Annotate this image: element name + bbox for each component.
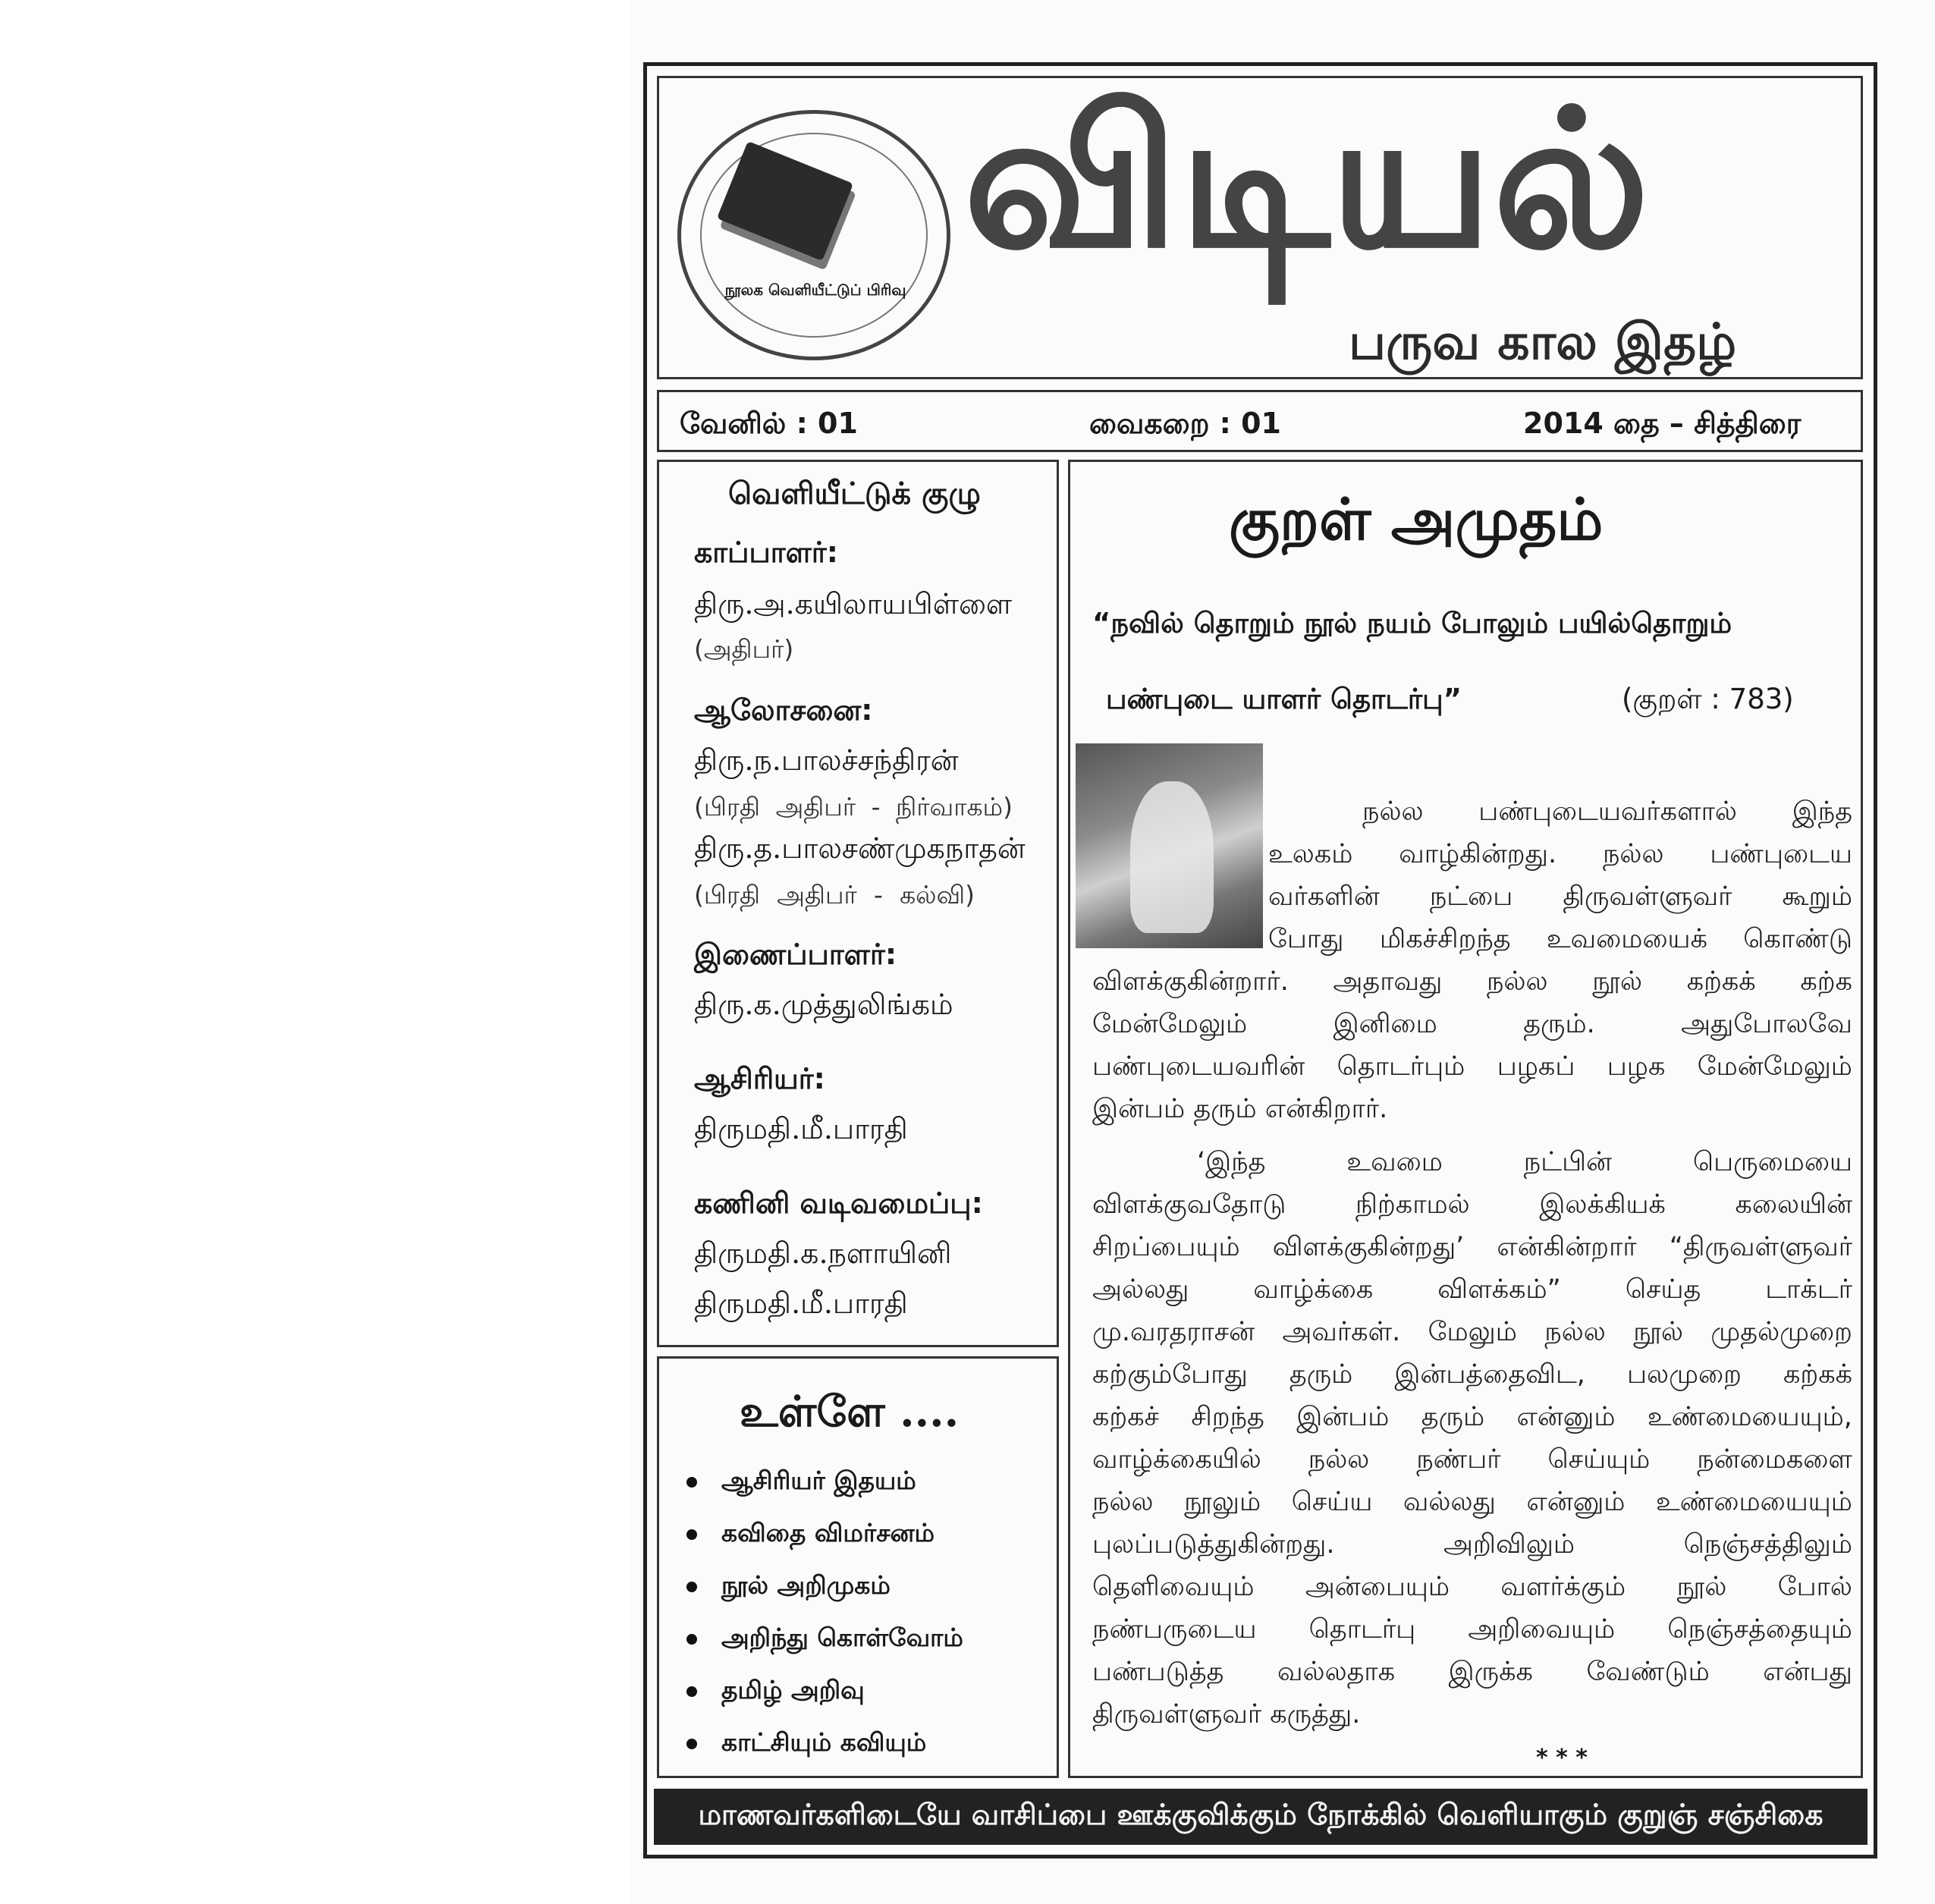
designer2-name: திருமதி.மீ.பாரதி [694, 1287, 908, 1320]
bullet-icon [686, 1739, 697, 1749]
magazine-subtitle: பருவ கால இதழ் [1349, 313, 1737, 371]
issue-number: வைகறை : 01 [1089, 407, 1281, 440]
kural-line-1: “நவில் தொறும் நூல் நயம் போலும் பயில்தொறும் [1092, 607, 1732, 639]
toc-item: நூல் அறிமுகம் [686, 1570, 891, 1604]
advice-label: ஆலோசனை: [694, 693, 873, 727]
article-line: இன்பம் தரும் என்கிறார். [1092, 1094, 1388, 1124]
patron-name: திரு.அ.கயிலாயபிள்ளை [694, 587, 1013, 621]
article-line: உலகம் வாழ்கின்றது. நல்ல பண்புடைய [1268, 839, 1852, 869]
kural-reference: (குறள் : 783) [1622, 683, 1794, 715]
patron-role: (அதிபர்) [694, 634, 794, 664]
designer1-name: திருமதி.க.நளாயினி [694, 1236, 952, 1270]
article-line: விளக்குவதோடு நிற்காமல் இலக்கியக் கலையின் [1092, 1189, 1852, 1220]
article-line: விளக்குகின்றார். அதாவது நல்ல நூல் கற்கக் கற்க [1092, 966, 1852, 997]
contents-heading: உள்ளே .... [740, 1387, 960, 1437]
logo-caption: நூலக வெளியீட்டுப் பிரிவு [724, 281, 906, 299]
bullet-icon [686, 1634, 697, 1645]
article-line: பண்புடையவரின் தொடர்பும் பழகப் பழக மேன்மேலும் [1092, 1051, 1852, 1082]
toc-item: கவிதை விமர்சனம் [686, 1518, 935, 1551]
coordinator-name: திரு.க.முத்துலிங்கம் [694, 988, 953, 1021]
article-line: நல்ல நூலும் செய்ய வல்லது என்னும் உண்மையையும் [1092, 1487, 1852, 1517]
issue-date: 2014 தை – சித்திரை [1523, 407, 1801, 440]
article-line: தெளிவையும் அன்பையும் வளர்க்கும் நூல் போல் [1092, 1572, 1852, 1602]
article-line: போது மிகச்சிறந்த உவமையைக் கொண்டு [1268, 924, 1852, 954]
kural-line-2: பண்புடை யாளர் தொடர்பு” [1106, 683, 1462, 715]
article-line: சிறப்பையும் விளக்குகின்றது’ என்கின்றார் “திருவள்ளுவர் [1092, 1232, 1852, 1262]
footer-text: மாணவர்களிடையே வாசிப்பை ஊக்குவிக்கும் நோக்கில் வெளியாகும் குறுஞ் சஞ்சிகை [698, 1798, 1823, 1831]
bullet-icon [686, 1529, 697, 1540]
toc-item: அறிந்து கொள்வோம் [686, 1623, 963, 1656]
committee-heading: வெளியீட்டுக் குழு [728, 476, 982, 511]
article-line: நல்ல பண்புடையவர்களால் இந்த [1362, 796, 1852, 827]
bullet-icon [686, 1582, 697, 1592]
article-heading: குறள் அமுதம் [1229, 485, 1604, 553]
article-line: அல்லது வாழ்க்கை விளக்கம்” செய்த டாக்டர் [1092, 1274, 1852, 1305]
advisor1-role: (பிரதி அதிபர் - நிர்வாகம்) [694, 792, 1013, 822]
article-line: வாழ்க்கையில் நல்ல நண்பர் செய்யும் நன்மைகளை [1092, 1444, 1852, 1475]
bullet-icon [686, 1686, 697, 1697]
article-line: வர்களின் நட்பை திருவள்ளுவர் கூறும் [1268, 881, 1852, 912]
bullet-icon [686, 1477, 697, 1488]
article-line: நண்பருடைய தொடர்பு அறிவையும் நெஞ்சத்தையும் [1092, 1614, 1852, 1645]
editor-label: ஆசிரியர்: [694, 1062, 825, 1095]
article-line: கற்கச் சிறந்த இன்பம் தரும் என்னும் உண்மையையும், [1092, 1402, 1852, 1432]
footer-banner [654, 1789, 1867, 1845]
article-line: பண்படுத்த வல்லதாக இருக்க வேண்டும் என்பது [1092, 1657, 1852, 1687]
design-label: கணினி வடிவமைப்பு: [694, 1186, 983, 1220]
toc-item: ஆசிரியர் இதயம் [686, 1466, 916, 1499]
toc-item: தமிழ் அறிவு [686, 1675, 865, 1708]
issue-volume: வேனில் : 01 [680, 407, 858, 440]
article-line: மு.வரதராசன் அவர்கள். மேலும் நல்ல நூல் முதல்முறை [1092, 1317, 1852, 1347]
seated-figure [1130, 781, 1214, 933]
editor-name: திருமதி.மீ.பாரதி [694, 1112, 908, 1145]
advisor2-role: (பிரதி அதிபர் - கல்வி) [694, 880, 975, 910]
article-line: ‘இந்த உவமை நட்பின் பெருமையை [1197, 1147, 1852, 1177]
article-line: திருவள்ளுவர் கருத்து. [1092, 1699, 1361, 1730]
end-mark: * * * [1536, 1745, 1588, 1771]
article-line: கற்கும்போது தரும் இன்பத்தைவிட, பலமுறை கற்கக் [1092, 1359, 1852, 1390]
magazine-title: விடியல் [963, 67, 1651, 290]
article-line: மேன்மேலும் இனிமை தரும். அதுபோலவே [1092, 1009, 1852, 1039]
advisor2-name: திரு.த.பாலசண்முகநாதன் [694, 831, 1026, 865]
coordinator-label: இணைப்பாளர்: [694, 938, 897, 971]
advisor1-name: திரு.ந.பாலச்சந்திரன் [694, 743, 959, 777]
article-line: புலப்படுத்துகின்றது. அறிவிலும் நெஞ்சத்திலும் [1092, 1529, 1852, 1560]
toc-item: காட்சியும் கவியும் [686, 1727, 926, 1761]
patron-label: காப்பாளர்: [694, 536, 838, 569]
